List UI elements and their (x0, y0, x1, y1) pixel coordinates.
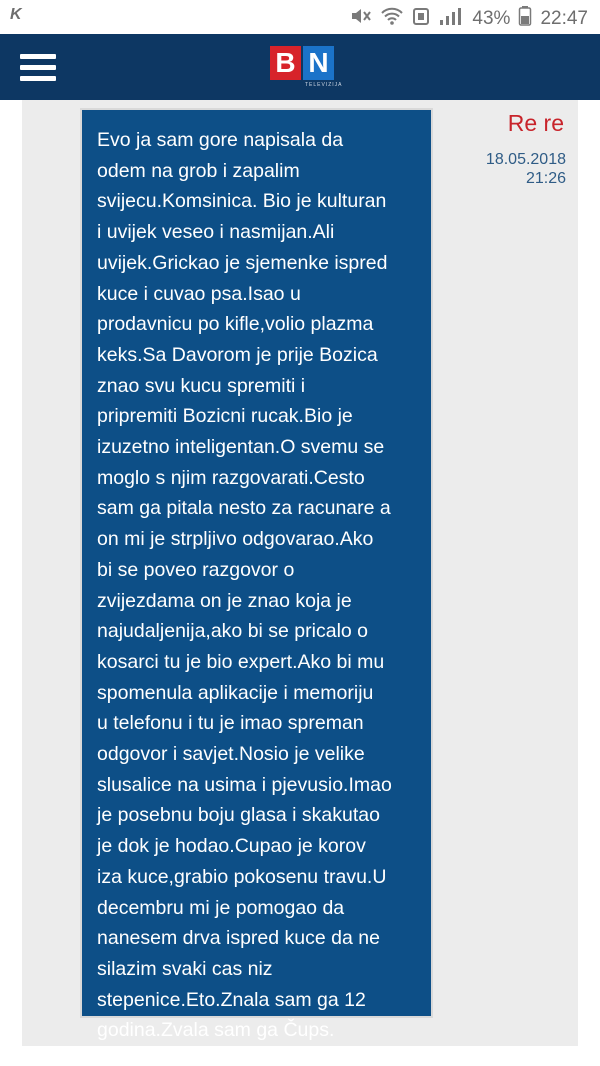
notification-k-icon: K (10, 6, 22, 23)
menu-icon[interactable] (20, 54, 56, 82)
comment-timestamp (462, 150, 566, 188)
comment-text: Evo ja sam gore napisala da odem na grob i zapalim svijecu.Komsinica. Bio je kulturan i uvijek veseo i nasmijan.Ali uvijek.Grickao je sjemenke ispred kuce i cuvao psa.Isao u prodavnicu po kifle,volio plazma keks.Sa Davorom je prije Bozica znao svu kucu spremiti i pripremiti Bozicni rucak.Bio je izuzetno inteligentan.O svemu se moglo s njim razgovarati.Cesto sam ga pitala nesto za racunare a on mi je strpljivo odgovarao.Ako bi se poveo razgovor o zvijezdama on je znao koja je najudaljenija,ako bi se pricalo o kosarci tu je bio expert.Ako bi mu spomenula aplikacije i memoriju u telefonu i tu je imao spreman odgovor i savjet.Nosio je velike slusalice na usima i pjevusio.Imao je posebnu boju glasa i skakutao je dok je hodao.Cupao je korov iza kuce,grabio pokosenu travu.U decembru mi je pomogao da nanesem drva ispred kuce da ne silazim svaki cas niz stepenice.Eto.Znala sam ga 12 godina.Zvala sam ga Čups. (97, 129, 392, 1042)
logo-b: B (270, 46, 301, 80)
comment-time: 21:26 (525, 170, 566, 187)
comment-bubble (80, 108, 433, 1042)
clock: 22:47 (540, 8, 588, 29)
comment-date: 18.05.2018 (485, 151, 566, 168)
logo-subtitle: TELEVIZIJA (305, 82, 343, 88)
battery-percent: 43% (472, 8, 511, 29)
bn-logo[interactable] (270, 44, 343, 88)
app-header (0, 34, 600, 100)
comment-card (22, 100, 578, 1046)
comment-author: Re re (507, 110, 564, 136)
status-bar (0, 0, 600, 34)
data-saver-icon (412, 6, 430, 32)
logo-n: N (303, 46, 334, 80)
status-icons (350, 5, 588, 33)
comment-section (0, 100, 600, 1066)
battery-icon (518, 5, 532, 33)
signal-icon (438, 6, 464, 32)
wifi-icon (380, 6, 404, 32)
mute-icon (350, 6, 372, 32)
